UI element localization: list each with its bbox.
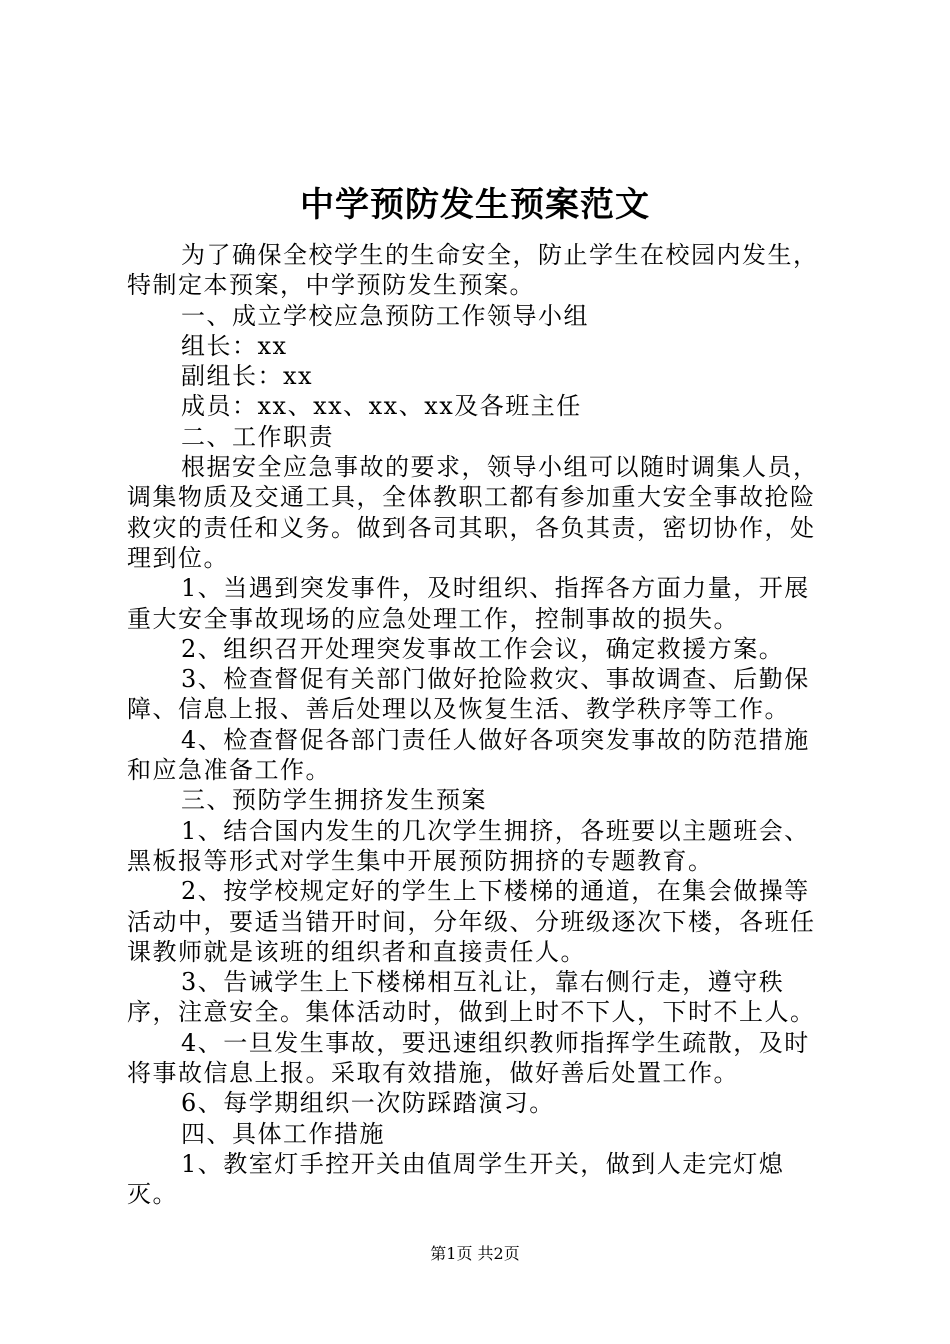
paragraph: 1、结合国内发生的几次学生拥挤，各班要以主题班会、黑板报等形式对学生集中开展预防拥挤的专题教育。 bbox=[127, 816, 810, 875]
paragraph: 2、组织召开处理突发事故工作会议，确定救援方案。 bbox=[181, 634, 785, 663]
section-heading: 一、成立学校应急预防工作领导小组 bbox=[181, 301, 589, 330]
document-title: 中学预防发生预案范文 bbox=[300, 185, 650, 225]
paragraph: 4、一旦发生事故，要迅速组织教师指挥学生疏散，及时将事故信息上报。采取有效措施，做好善后处置工作。 bbox=[127, 1028, 810, 1088]
paragraph: 组长：xx bbox=[181, 331, 288, 360]
paragraph: 成员：xx、xx、xx、xx及各班主任 bbox=[181, 392, 582, 421]
paragraph: 为了确保全校学生的生命安全，防止学生在校园内发生，特制定本预案，中学预防发生预案。 bbox=[127, 241, 819, 300]
paragraph: 3、告诫学生上下楼梯相互礼让，靠右侧行走，遵守秩序，注意安全。集体活动时，做到上时不下人，下时不上人。 bbox=[127, 968, 816, 1027]
paragraph: 根据安全应急事故的要求，领导小组可以随时调集人员，调集物质及交通工具，全体教职工都有参加重大安全事故抢险救灾的责任和义务。做到各司其职，各负其责，密切协作，处理到位。 bbox=[127, 453, 819, 572]
section-heading: 四、具体工作措施 bbox=[181, 1119, 385, 1148]
page-footer: 第1页 共2页 bbox=[430, 1244, 520, 1263]
document-body bbox=[127, 240, 827, 1210]
paragraph: 3、检查督促有关部门做好抢险救灾、事故调查、后勤保障、信息上报、善后处理以及恢复生活、教学秩序等工作。 bbox=[127, 665, 810, 724]
paragraph: 2、按学校规定好的学生上下楼梯的通道，在集会做操等活动中，要适当错开时间，分年级、分班级逐次下楼，各班任课教师就是该班的组织者和直接责任人。 bbox=[127, 877, 816, 966]
section-heading: 二、工作职责 bbox=[181, 422, 334, 451]
paragraph: 副组长：xx bbox=[181, 362, 314, 391]
paragraph: 1、教室灯手控开关由值周学生开关，做到人走完灯熄灭。 bbox=[127, 1149, 785, 1209]
paragraph: 4、检查督促各部门责任人做好各项突发事故的防范措施和应急准备工作。 bbox=[127, 725, 810, 785]
paragraph: 1、当遇到突发事件，及时组织、指挥各方面力量，开展重大安全事故现场的应急处理工作，控制事故的损失。 bbox=[127, 574, 810, 633]
paragraph: 6、每学期组织一次防踩踏演习。 bbox=[181, 1089, 555, 1118]
section-heading: 三、预防学生拥挤发生预案 bbox=[181, 786, 487, 815]
